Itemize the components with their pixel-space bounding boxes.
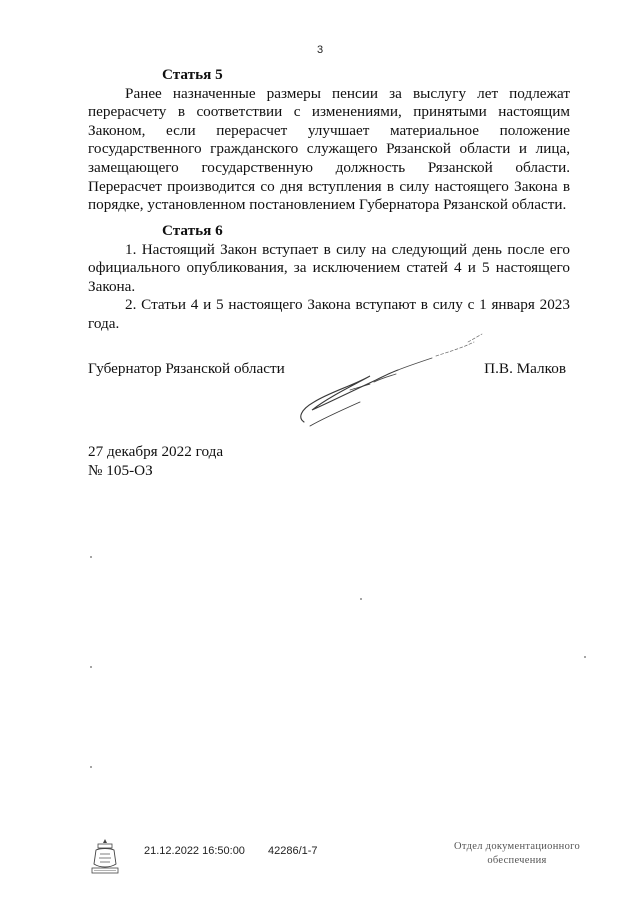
article-5-heading: Статья 5 — [162, 66, 223, 83]
article-5 — [88, 66, 570, 215]
date-block — [88, 442, 223, 480]
department-stamp — [432, 840, 602, 868]
page-number: 3 — [316, 44, 324, 56]
article-6-heading: Статья 6 — [162, 222, 223, 239]
handwritten-signature — [290, 330, 490, 430]
article-6-item-1: 1. Настоящий Закон вступает в силу на следующий день после его официального опубликования, за исключением статей 4 и 5 настоящего Закона. — [88, 240, 570, 295]
registration-datetime: 21.12.2022 16:50:00 — [144, 845, 245, 857]
signer-name: П.В. Малков — [484, 360, 566, 377]
article-5-paragraph: Ранее назначенные размеры пенсии за выслугу лет подлежат перерасчету в соответствии с изменениями, принятыми настоящим Законом, если перерасчет улучшает материальное положение государственного гражданского служащего Рязанской области и лица, замещающего государственную должность Рязанской области. Перерасчет производится со дня вступления в силу настоящего Закона в порядке, установленном постановлением Губернатора Рязанской области. — [88, 84, 570, 214]
scan-speck — [90, 766, 92, 768]
scan-speck — [360, 598, 362, 600]
registration-number: 42286/1-7 — [268, 845, 318, 857]
law-number: № 105-ОЗ — [88, 462, 153, 479]
signer-title: Губернатор Рязанской области — [88, 360, 285, 377]
stamp-line-1: Отдел документационного — [453, 841, 581, 852]
article-6 — [88, 222, 570, 334]
stamp-line-2: обеспечения — [487, 855, 547, 866]
scan-speck — [90, 556, 92, 558]
coat-of-arms-icon — [88, 836, 122, 876]
scan-speck — [584, 656, 586, 658]
article-6-item-2: 2. Статьи 4 и 5 настоящего Закона вступают в силу с 1 января 2023 года. — [88, 296, 570, 332]
scan-speck — [90, 666, 92, 668]
signing-date: 27 декабря 2022 года — [88, 443, 224, 460]
document-footer — [0, 832, 640, 892]
